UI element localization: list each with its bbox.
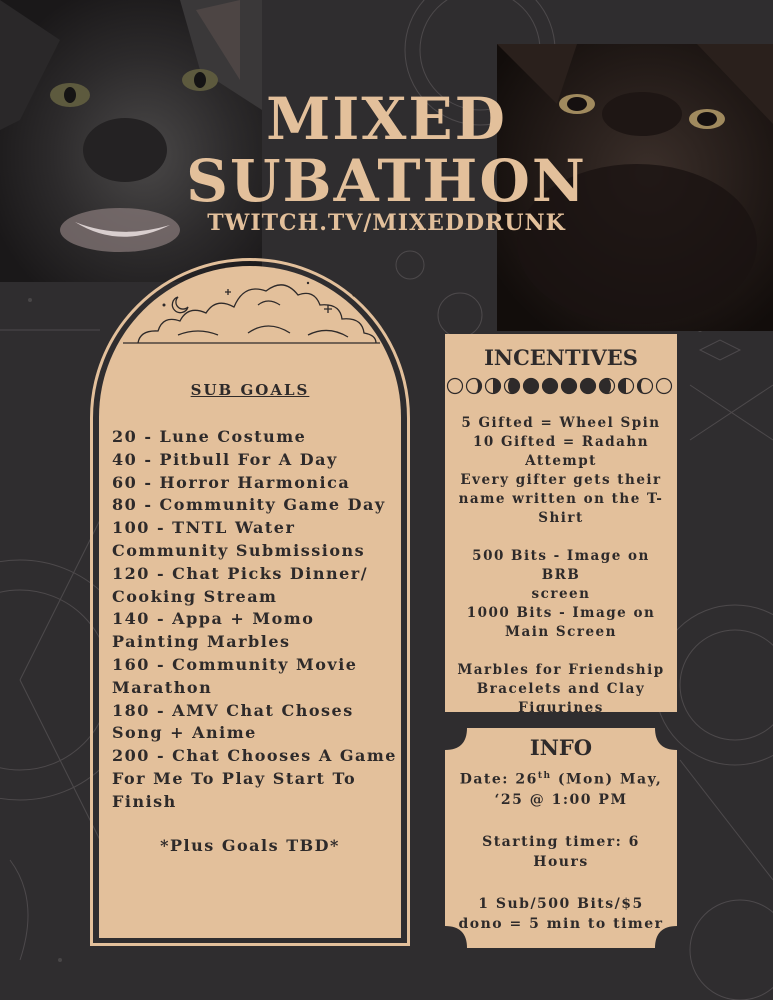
incentive-line: 1000 Bits - Image on (466, 605, 656, 621)
incentive-line: name written on the T- (458, 491, 664, 507)
incentive-line: Bracelets and Clay (476, 681, 646, 697)
title-line-1: MIXED (266, 85, 507, 153)
spacer (452, 811, 670, 832)
timer-line: Starting timer: 6 (482, 833, 640, 850)
sub-goals-list (112, 426, 397, 814)
spacer (452, 642, 670, 661)
rate-line: 1 Sub/500 Bits/$5 (478, 895, 644, 912)
moon-phases-icon (446, 375, 676, 397)
goal-line: Community Submissions (112, 540, 366, 560)
incentive-line: Main Screen (505, 624, 617, 640)
incentive-line: Every gifter gets their (460, 472, 662, 488)
timer-line: Hours (533, 854, 589, 871)
goal-line: 40 - Pitbull For A Day (112, 449, 338, 469)
title-line-2: SUBATHON (186, 147, 587, 215)
goal-line: 80 - Community Game Day (112, 495, 386, 515)
spacer (452, 873, 670, 894)
date-day: Date: 26 (459, 771, 538, 788)
twitch-url: TWITCH.TV/MIXEDDRUNK (207, 210, 566, 236)
goal-line: Finish (112, 791, 177, 811)
incentive-line: 10 Gifted = Radahn (472, 434, 650, 450)
sub-goals-heading: SUB GOALS (190, 381, 310, 399)
incentive-line: Shirt (538, 510, 584, 526)
event-title (0, 85, 773, 236)
incentive-line: Figurines (518, 700, 604, 716)
incentive-line: 5 Gifted = Wheel Spin (461, 415, 661, 431)
date-line (452, 766, 670, 790)
incentive-line: Marbles for Friendship (457, 662, 665, 678)
date-time-line: ‘25 @ 1:00 PM (494, 792, 628, 809)
info-text (452, 766, 670, 935)
goal-line: Song + Anime (112, 723, 257, 743)
goal-line: Painting Marbles (112, 632, 291, 652)
goal-line: Marathon (112, 677, 213, 697)
goal-line: 200 - Chat Chooses A Game (112, 746, 397, 766)
goal-line: 20 - Lune Costume (112, 427, 307, 446)
info-title: INFO (529, 735, 593, 760)
goal-line: 160 - Community Movie (112, 654, 358, 674)
date-suffix: th (537, 771, 552, 781)
goal-line: 60 - Horror Harmonica (112, 472, 351, 492)
incentive-line: screen (531, 586, 591, 602)
goal-line: 100 - TNTL Water (112, 518, 296, 538)
spacer (452, 528, 670, 547)
cloud-moon-icon (118, 275, 386, 357)
goal-line: 180 - AMV Chat Choses (112, 700, 354, 720)
goal-line: 140 - Appa + Momo (112, 609, 315, 629)
goal-line: Cooking Stream (112, 586, 278, 606)
rate-line: dono = 5 min to timer (458, 916, 664, 933)
incentives-text (452, 414, 670, 718)
goal-line: 120 - Chat Picks Dinner/ (112, 563, 369, 583)
date-month: (Mon) May, (551, 771, 663, 788)
plus-goals-note: *Plus Goals TBD* (160, 836, 340, 855)
incentive-line: Attempt (525, 453, 597, 469)
incentives-title: INCENTIVES (484, 345, 638, 370)
incentive-line: 500 Bits - Image on BRB (472, 548, 650, 583)
goal-line: For Me To Play Start To (112, 768, 357, 788)
